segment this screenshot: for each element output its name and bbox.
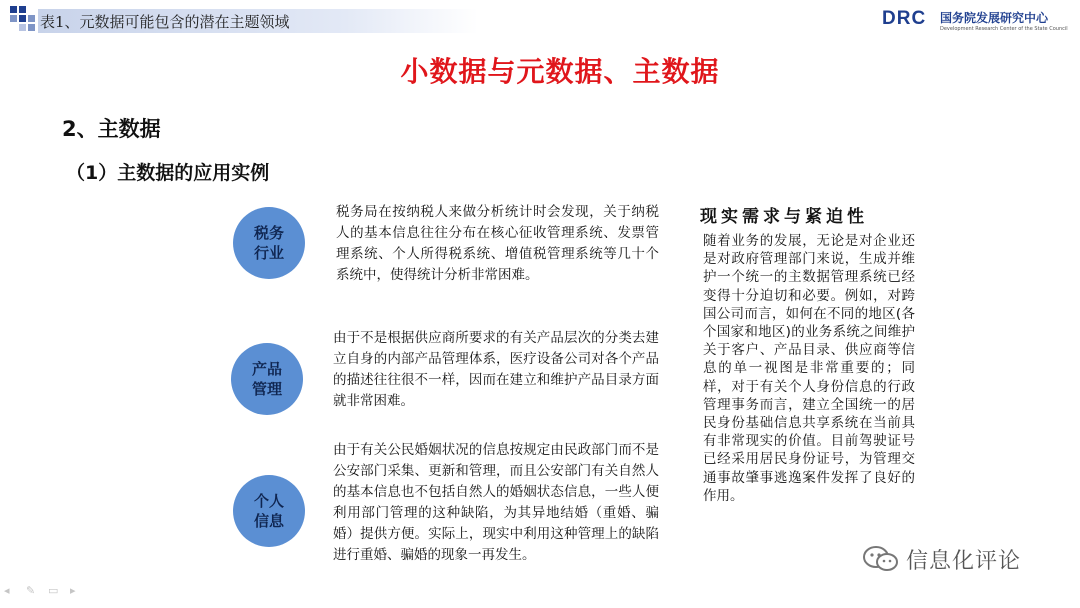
case-badge-personal: 个人 信息 bbox=[233, 475, 305, 547]
case-badge-product: 产品 管理 bbox=[231, 343, 303, 415]
org-name-cn: 国务院发展研究中心 bbox=[940, 11, 1049, 25]
panel-title: 现实需求与紧迫性 bbox=[700, 207, 868, 227]
drc-logo-mark: DRC bbox=[882, 8, 927, 29]
panel-text: 随着业务的发展，无论是对企业还是对政府管理部门来说，生成并维护一个统一的主数据管理系统已经变得十分迫切和必要。例如，对跨国公司而言，如何在不同的地区(各个国家和地区)的业务系统之间维护关于客户、产品目录、供应商等信息的单一视图是非常重要的；同样，对于有关个人身份信息的行政管理事务而言，建立全国统一的居民身份基础信息共享系统在当前具有非常现实的价值。目前驾驶证号已经采用居民身份证号，为管理交通事故肇事逃逸案件发挥了良好的作用。 bbox=[703, 233, 915, 504]
slides-menu-icon[interactable]: ▭ bbox=[48, 584, 59, 597]
subsection-heading: （1）主数据的应用实例 bbox=[66, 162, 270, 184]
section-heading: 2、主数据 bbox=[62, 117, 161, 141]
next-slide-icon[interactable]: ▸ bbox=[70, 584, 76, 597]
slide-title: 小数据与元数据、主数据 bbox=[400, 55, 720, 88]
header-title: 表1、元数据可能包含的潜在主题领域 bbox=[40, 13, 290, 31]
wechat-icon bbox=[862, 545, 900, 573]
case-badge-tax: 税务 行业 bbox=[233, 207, 305, 279]
watermark bbox=[862, 543, 1021, 575]
pen-icon[interactable]: ✎ bbox=[26, 584, 36, 597]
previous-slide-icon[interactable]: ◂ bbox=[4, 584, 10, 597]
drc-logo bbox=[882, 6, 1072, 36]
case-text-product: 由于不是根据供应商所要求的有关产品层次的分类去建立自身的内部产品管理体系，医疗设备公司对各个产品的描述往往很不一样，因而在建立和维护产品目录方面就非常困难。 bbox=[333, 330, 659, 409]
case-text-tax: 税务局在按纳税人来做分析统计时会发现，关于纳税人的基本信息往往分布在核心征收管理系统、发票管理系统、个人所得税系统、增值税管理系统等几十个系统中，使得统计分析非常困难。 bbox=[336, 204, 659, 283]
presentation-toolbar bbox=[4, 586, 82, 602]
slide-header bbox=[0, 0, 1080, 40]
org-name-en: Development Research Center of the State Council bbox=[940, 26, 1068, 32]
watermark-text: 信息化评论 bbox=[906, 548, 1022, 574]
case-text-personal: 由于有关公民婚姻状况的信息按规定由民政部门而不是公安部门采集、更新和管理，而且公安部门有关自然人的基本信息也不包括自然人的婚姻状态信息，一些人便利用部门管理的这种缺陷，为其异地结婚（重婚、骗婚）提供方便。实际上，现实中利用这种管理上的缺陷进行重婚、骗婚的现象一再发生。 bbox=[333, 442, 659, 563]
